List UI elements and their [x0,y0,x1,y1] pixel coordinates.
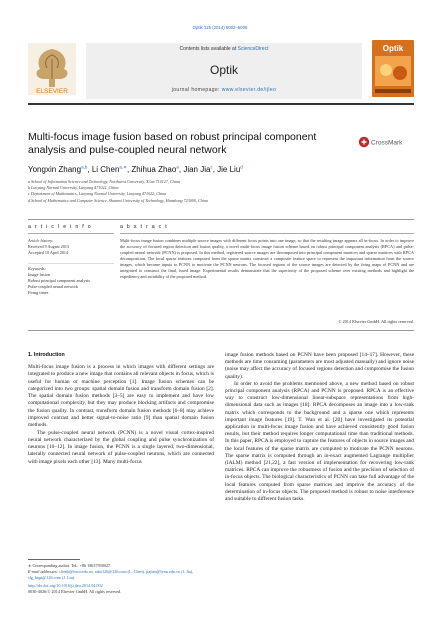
masthead-rule [28,103,414,105]
body-paragraph: The pulse-coupled neural network (PCNN) is a novel visual cortex-inspired neural network characterized by the global coupling and pulse synchronization of neurons [10–12]. In image fusion, the PCNN is a single layered, two-dimensional, laterally connected neural network of pulse-coupled neurons, which are connected with image pixels each other [13]. Many multi-focus [28,429,214,465]
keywords-heading: Keywords: [28,266,46,271]
author[interactable]: Yongxin Zhang$^{a,b}$, [28,164,90,174]
sciencedirect-link[interactable]: ScienceDirect [237,46,269,52]
journal-homepage-line [86,87,362,93]
homepage-prefix: journal homepage: [171,87,222,93]
body-right-column [225,352,414,503]
affiliation-d: d School of Mathematics and Computer Science, Shaanxi University of Technology, Hanzhong 723000, China [28,197,208,203]
history-received: Received 9 August 2013 [28,243,70,249]
elsevier-wordmark: ELSEVIER [36,88,68,95]
affiliation-b: b Luoyang Normal University, Luoyang 471022, China [28,185,119,191]
corresponding-author: ∗ Corresponding author. Tel.: +86 18637930027. [28,563,112,568]
abstract-heading: a b s t r a c t [120,224,169,230]
author[interactable]: Jie Liu$^d$ [217,164,243,174]
affiliation-c: c Department of Mathematics, Luoyang Normal University, Luoyang 471022, China [28,191,167,197]
article-title: Multi-focus image fusion based on robust principal component analysis and pulse-coupled neural network [28,131,317,156]
keyword: Robust principal component analysis [28,277,90,283]
email-text[interactable]: chenli@nwu.edu.cn, tabo126@126.com (L. Chen), jiajian@lynu.edu.cn (J. Jia), slg_bupt@126.com (J. Liu). [28,569,194,580]
author-list [28,164,408,174]
crossmark-label: CrossMark [371,139,403,147]
keyword: Image fusion [28,271,50,277]
journal-name: Optik [209,63,238,77]
article-info-heading: a r t i c l e i n f o [28,224,92,230]
elsevier-tree-logo [28,43,76,95]
contents-prefix: Contents lists available at [179,46,238,52]
abstract-copyright: © 2014 Elsevier GmbH. All rights reserved. [338,319,414,324]
keyword: Firing times [28,289,49,295]
affiliation-a: a School of Information Science and Technology, Northwest University, Xi'an 710127, China [28,179,180,184]
article-history [28,238,114,256]
footnote-rule [28,559,80,560]
homepage-link[interactable]: www.elsevier.de/ijleo [221,87,277,93]
doi-link[interactable]: http://dx.doi.org/10.1016/j.ijleo.2014.04.002 [28,583,103,588]
body-paragraph: image fusion methods based on PCNN have been proposed [14–17]. However, these methods are time consuming (parameters are most adjusted manually) and ignore noise (noise may affect the accuracy of focused regions detection and compromise the fusion quality). [225,352,414,380]
affiliations [28,179,414,204]
issn-line: 0030-4026/© 2014 Elsevier GmbH. All rights reserved. [28,589,122,594]
introduction-heading: 1. Introduction [28,352,65,358]
email-label: E-mail addresses: [28,569,59,574]
body-left-column [28,364,214,466]
author[interactable]: Zhihua Zhao$^a$, [131,164,182,174]
article-info-divider [28,263,114,264]
contents-lists-line [86,46,362,52]
abstract-text: Multi-focus image fusion combines multiple source images with different focus points into one image, so that the resulting image appears all in-focus. In order to improve the accuracy of focused region detection and fusion quality, a novel multi-focus image fusion scheme based on robust principal component analysis (RPCA) and pulse-coupled neural network (PCNN) is proposed. In this method, registered source images are decomposed into principal component matrices and sparse matrices with RPCA decomposition. The local sparse features computed from the sparse matrix construct a composite feature space to represent the important information from the source images, which become inputs to PCNN to motivate the PCNN neurons. The focused regions of the source images are detected by the firing maps of PCNN and are integrated to construct the final, fused image. Experimental results demonstrate that the superiority of the proposed scheme over existing methods and highlight the expediency and suitability of the proposed method. [120,238,414,280]
body-paragraph: In order to avoid the problems mentioned above, a new method based on robust principal component analysis (RPCA) and PCNN is proposed. RPCA is an effective way to construct low-dimensional linear-subspace representations from high-dimensional data such as images [18]. RPCA decomposes an image into a low-rank matrix which corresponds to the background and a sparse one which represents important image features [19]. T. Wan et al. [20] have investigated its potential application in multi-focus image fusion and have achieved consistently good fusion results, but their method requires longer computational time than traditional methods. In this paper, RPCA is employed to capture the features of objects in source images and the local features of the sparse matrix are computed to motivate the PCNN neurons. The sparse matrix is computed through an in-exact augmented Lagrange multiplier (IALM) method [21,22], a fast version of implementation for recovering low-rank matrices. RPCA can improve the robustness of fusion and the precision of selection of in-focus objects. The biological characteristics of PCNN can take full advantage of the local features computed from sparse matrices and improve the accuracy of the determination of in-focus objects. The proposed method is robust to noise interference and suitable to different fusion tasks. [225,380,415,503]
crossmark-badge[interactable] [358,136,414,148]
corresponding-author-note [28,563,214,581]
cover-title: Optik [382,44,404,53]
author[interactable]: Li Chen$^{a,∗}$, [91,164,130,174]
author[interactable]: Jian Jia$^c$, [183,164,215,174]
section-rule [28,219,414,220]
abstract-rule [120,233,414,234]
article-info-rule [28,233,114,234]
body-paragraph: Multi-focus image fusion is a process in which images with different settings are integrated to produce a new image that contains all relevant objects in focus, which is useful for human or machine perception [1]. Image fusion schemes can be categorized into two groups: spatial domain fusion and transform domain fusion [2]. The spatial domain fusion methods [3–5] are easy to implement and have low computational complexity, but they may produce blocking artifacts and compromise the fusion quality. In contrast, transform domain fusion methods [6–8] may achieve improved contrast and better signal-to-noise ratio [9] than spatial domain fusion methods. [28,364,214,429]
history-accepted: Accepted 10 April 2014 [28,249,69,255]
history-heading: Article history: [28,238,54,243]
keyword: Pulse-coupled neural network [28,283,79,289]
email-addresses[interactable] [28,569,214,581]
section-rule [28,330,414,331]
journal-citation[interactable]: Optik 125 (2014) 5002–5006 [192,25,248,30]
